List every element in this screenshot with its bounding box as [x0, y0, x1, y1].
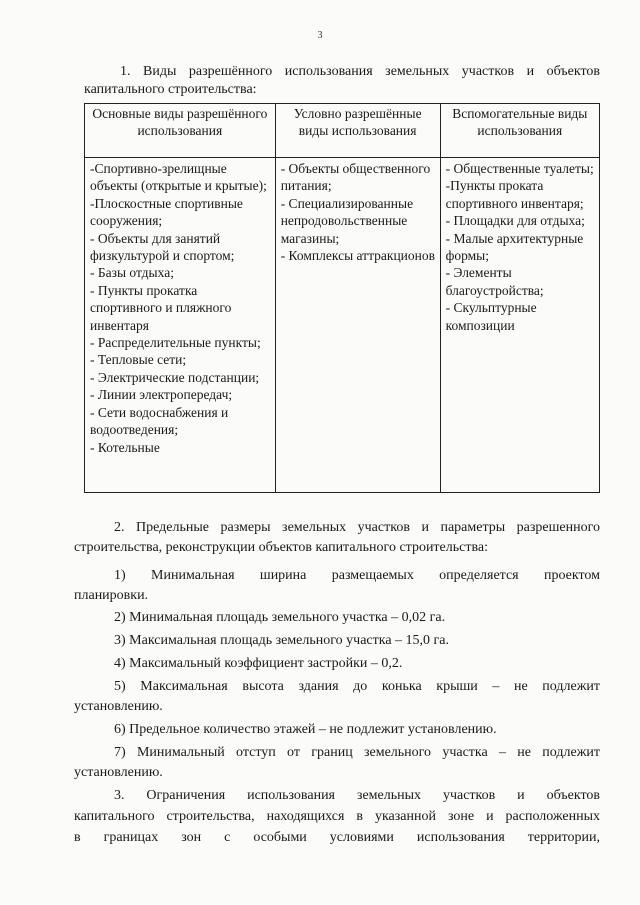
section2-item1-line1: 1) Минимальная ширина размещаемых определяется проектом [114, 568, 600, 583]
section2-item2: 2) Минимальная площадь земельного участка – 0,02 га. [114, 610, 446, 625]
main-uses-cell [85, 158, 276, 493]
list-item: - Распределительные пункты; [90, 335, 261, 351]
section2-item1-line2: планировки. [74, 588, 149, 603]
list-item: - Скульптурные композиции [445, 300, 537, 333]
list-item: - Малые архитектурные формы; [445, 230, 584, 264]
table-header-auxiliary-uses: Вспомогательные виды использования [440, 104, 599, 158]
section3-line2: капитального строительства, находящихся в указанной зоне и расположенных [74, 809, 600, 824]
permitted-uses-table [84, 103, 600, 493]
section2-item5-line2: установлению. [74, 699, 163, 714]
list-item: - Комплексы аттракционов [280, 248, 435, 264]
section1-heading-line2: капитального строительства: [84, 82, 257, 97]
table-header-main-uses: Основные виды разрешённого использования [85, 104, 276, 158]
list-item: - Площадки для отдыха; [445, 213, 585, 229]
table-header-conditional-uses: Условно разрешённые виды использования [275, 104, 440, 158]
auxiliary-uses-cell [440, 158, 599, 493]
table-row [85, 158, 600, 493]
list-item: - Сети водоснабжения и водоотведения; [90, 404, 229, 438]
list-item: - Котельные [90, 439, 160, 455]
conditional-uses-cell [275, 158, 440, 493]
list-item: - Электрические подстанции; [90, 369, 260, 385]
list-item: - Специализированные непродовольственные магазины; [280, 195, 414, 246]
section2-item3: 3) Максимальная площадь земельного участка – 15,0 га. [114, 633, 450, 648]
list-item: - Элементы благоустройства; [445, 265, 544, 298]
section2-line2: строительства, реконструкции объектов капитального строительства: [74, 540, 488, 555]
section3-line1: 3. Ограничения использования земельных участков и объектов [114, 788, 600, 803]
table-header-row [85, 104, 600, 158]
list-item: - Объекты для занятий физкультурой и спортом; [90, 230, 235, 264]
list-item: -Пункты проката спортивного инвентаря; [445, 178, 584, 211]
list-item: - Пункты прокатка спортивного и пляжного инвентаря [90, 282, 232, 333]
list-item: - Общественные туалеты; [445, 161, 594, 176]
section2-item6: 6) Предельное количество этажей – не подлежит установлению. [114, 722, 497, 737]
list-item: - Объекты общественного питания; [280, 161, 431, 194]
section1-heading-line1: 1. Виды разрешённого использования земельных участков и объектов [120, 64, 600, 79]
section2-item7-line1: 7) Минимальный отступ от границ земельного участка – не подлежит [114, 745, 600, 760]
list-item: - Тепловые сети; [90, 352, 187, 368]
list-item: -Спортивно-зрелищные объекты (открытые и крытые); [90, 161, 267, 194]
list-item: - Базы отдыха; [90, 265, 174, 281]
section2-line1: 2. Предельные размеры земельных участков и параметры разрешенного [114, 520, 600, 535]
page-number: 3 [317, 30, 323, 41]
list-item: -Плоскостные спортивные сооружения; [90, 195, 243, 229]
section2-item5-line1: 5) Максимальная высота здания до конька крыши – не подлежит [114, 679, 600, 694]
list-item: - Линии электропередач; [90, 387, 233, 403]
section3-line3: в границах зон с особыми условиями использования территории, [74, 830, 600, 845]
section2-item4: 4) Максимальный коэффициент застройки – 0,2. [114, 656, 403, 671]
section2-item7-line2: установлению. [74, 765, 163, 780]
